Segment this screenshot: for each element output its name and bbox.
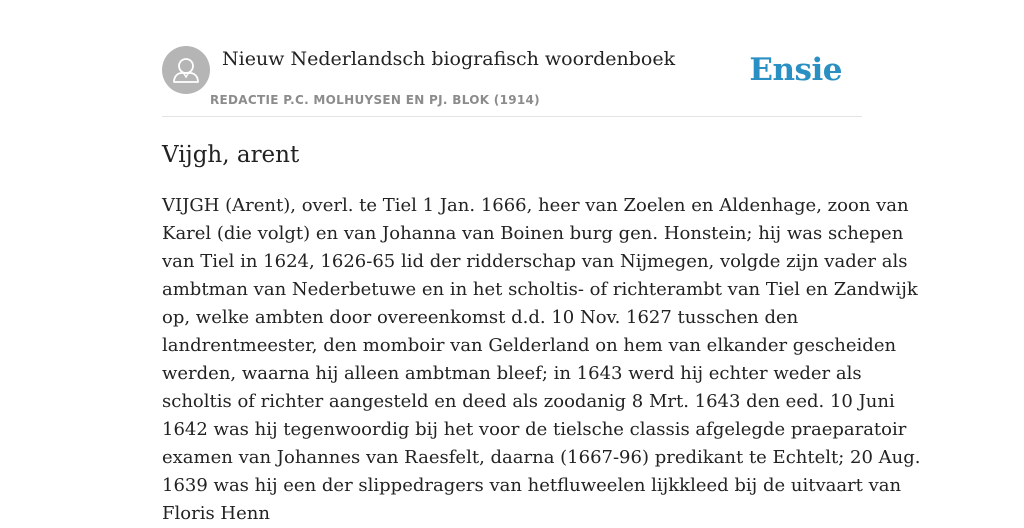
source-title[interactable]: Nieuw Nederlandsch biografisch woordenboek (222, 48, 676, 70)
entry-line: Karel (die volgt) en van Johanna van Boinen burg gen. Honstein; hij was schepen (162, 223, 904, 244)
entry-line: op, welke ambten door overeenkomst d.d. 10 Nov. 1627 tusschen den (162, 307, 799, 328)
avatar[interactable] (162, 46, 210, 94)
entry-line: VIJGH (Arent), overl. te Tiel 1 Jan. 1666, heer van Zoelen en Aldenhage, zoon van (162, 195, 909, 216)
entry-line: scholtis of richter aangesteld en deed als zoodanig 8 Mrt. 1643 den eed. 10 Juni (162, 391, 895, 412)
entry-line: 1639 was hij een der slippedragers van hetfluweelen lijkkleed bij de uitvaart van (162, 475, 902, 496)
entry-title: Vijgh, arent (162, 142, 300, 168)
entry-body (162, 192, 921, 528)
entry-line: examen van Johannes van Raesfelt, daarna (1667-96) predikant te Echtelt; 20 Aug. (162, 447, 921, 468)
entry-line: Floris Henn (162, 503, 270, 524)
source-subtitle: REDACTIE P.C. MOLHUYSEN EN PJ. BLOK (1914) (210, 93, 540, 107)
entry-line: 1642 was hij tegenwoordig bij het voor de tielsche classis afgelegde praeparatoir (162, 419, 907, 440)
entry-line: werden, waarna hij alleen ambtman bleef; in 1643 werd hij echter weder als (162, 363, 862, 384)
brand-logo[interactable]: Ensie (749, 52, 842, 88)
entry-line: ambtman van Nederbetuwe en in het scholtis- of richterambt van Tiel en Zandwijk (162, 279, 918, 300)
user-icon (162, 46, 210, 94)
entry-line: van Tiel in 1624, 1626-65 lid der ridderschap van Nijmegen, volgde zijn vader als (162, 251, 908, 272)
source-header (162, 46, 862, 117)
entry-line: landrentmeester, den momboir van Gelderland on hem van elkander gescheiden (162, 335, 897, 356)
